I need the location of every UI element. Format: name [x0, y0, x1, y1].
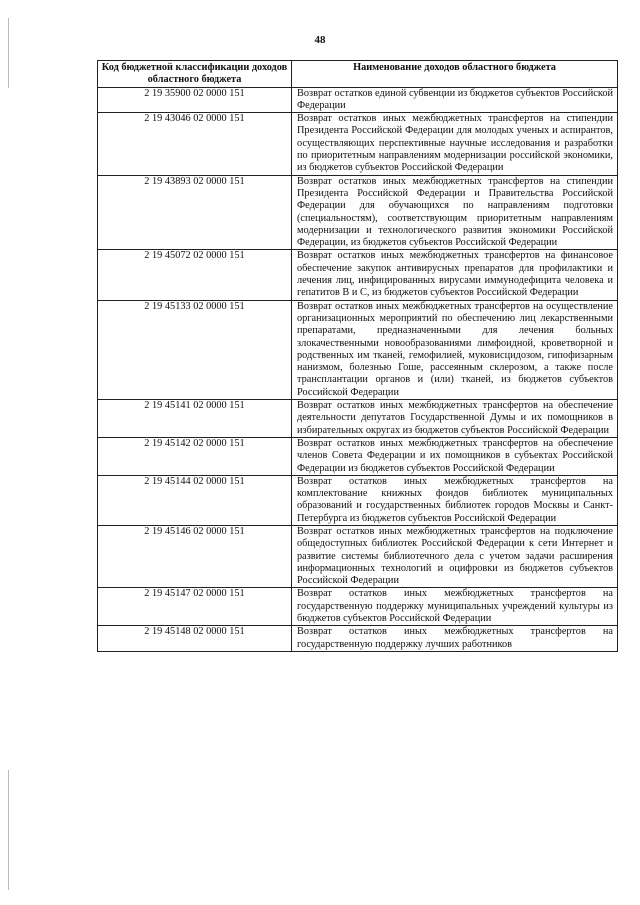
- row-code: 2 19 43893 02 0000 151: [98, 175, 292, 250]
- table-row: [98, 250, 618, 300]
- table-row: [98, 400, 618, 438]
- page-number: 48: [314, 34, 326, 46]
- row-name: Возврат остатков иных межбюджетных трансфертов на комплектование книжных фондов библиотек муниципальных образований и государственных библиотек городов Москвы и Санкт-Петербурга из бюджетов субъектов Российской Федерации: [292, 475, 618, 525]
- row-name: Возврат остатков иных межбюджетных трансфертов на подключение общедоступных библиотек Российской Федерации к сети Интернет и развитие системы библиотечного дела с учетом задачи расширения информационных технологий и оцифровки из бюджетов субъектов Российской Федерации: [292, 525, 618, 587]
- row-code: 2 19 43046 02 0000 151: [98, 113, 292, 175]
- table-row: [98, 588, 618, 626]
- row-code: 2 19 45148 02 0000 151: [98, 626, 292, 652]
- row-name: Возврат остатков иных межбюджетных трансфертов на стипендии Президента Российской Федерации для молодых ученых и аспирантов, осуществляющих перспективные научные исследования и разработки по приоритетным направлениям модернизации российской экономики, из бюджетов субъектов Российской Федерации: [292, 113, 618, 175]
- row-code: 2 19 45072 02 0000 151: [98, 250, 292, 300]
- table-row: [98, 113, 618, 175]
- table-row: [98, 437, 618, 475]
- row-name: Возврат остатков иных межбюджетных трансфертов на осуществление организационных мероприятий по обеспечению лиц лекарственными препаратами, предназначенными для лечения больных злокачественными новообразованиями лимфоидной, кроветворной и родственных им тканей, гемофилией, муковисцидозом, гипофизарным нанизмом, болезнью Гоше, рассеянным склерозом, а также после трансплантации органов и (или) тканей, из бюджетов субъектов Российской Федерации: [292, 300, 618, 399]
- table-row: [98, 175, 618, 250]
- table-row: [98, 626, 618, 652]
- row-name: Возврат остатков иных межбюджетных трансфертов на финансовое обеспечение закупок антивирусных препаратов для профилактики и лечения лиц, инфицированных вирусами иммунодефицита человека и гепатитов В и С, из бюджетов субъектов Российской Федерации: [292, 250, 618, 300]
- header-name: Наименование доходов областного бюджета: [292, 61, 618, 88]
- table-row: [98, 475, 618, 525]
- row-name: Возврат остатков иных межбюджетных трансфертов на обеспечение членов Совета Федерации и их помощников в субъектах Российской Федерации из бюджетов субъектов Российской Федерации: [292, 437, 618, 475]
- row-code: 2 19 35900 02 0000 151: [98, 87, 292, 113]
- row-code: 2 19 45141 02 0000 151: [98, 400, 292, 438]
- table-header-row: [98, 61, 618, 88]
- scan-edge-mark-top: [8, 18, 9, 88]
- row-code: 2 19 45142 02 0000 151: [98, 437, 292, 475]
- row-name: Возврат остатков единой субвенции из бюджетов субъектов Российской Федерации: [292, 87, 618, 113]
- row-code: 2 19 45147 02 0000 151: [98, 588, 292, 626]
- row-name: Возврат остатков иных межбюджетных трансфертов на государственную поддержку муниципальных учреждений культуры из бюджетов субъектов Российской Федерации: [292, 588, 618, 626]
- scan-edge-mark-bottom: [8, 770, 9, 890]
- row-name: Возврат остатков иных межбюджетных трансфертов на государственную поддержку лучших работников: [292, 626, 618, 652]
- table-row: [98, 525, 618, 587]
- row-code: 2 19 45133 02 0000 151: [98, 300, 292, 399]
- row-name: Возврат остатков иных межбюджетных трансфертов на обеспечение деятельности депутатов Государственной Думы и их помощников в избирательных округах из бюджетов субъектов Российской Федерации: [292, 400, 618, 438]
- row-name: Возврат остатков иных межбюджетных трансфертов на стипендии Президента Российской Федерации и Правительства Российской Федерации для обучающихся по направлениям подготовки (специальностям), соответствующим приоритетным направлениям модернизации и технологического развития экономики Российской Федерации, из бюджетов субъектов Российской Федерации: [292, 175, 618, 250]
- table-row: [98, 87, 618, 113]
- row-code: 2 19 45144 02 0000 151: [98, 475, 292, 525]
- table-row: [98, 300, 618, 399]
- budget-classification-table: [97, 60, 618, 652]
- row-code: 2 19 45146 02 0000 151: [98, 525, 292, 587]
- header-code: Код бюджетной классификации доходов областного бюджета: [98, 61, 292, 88]
